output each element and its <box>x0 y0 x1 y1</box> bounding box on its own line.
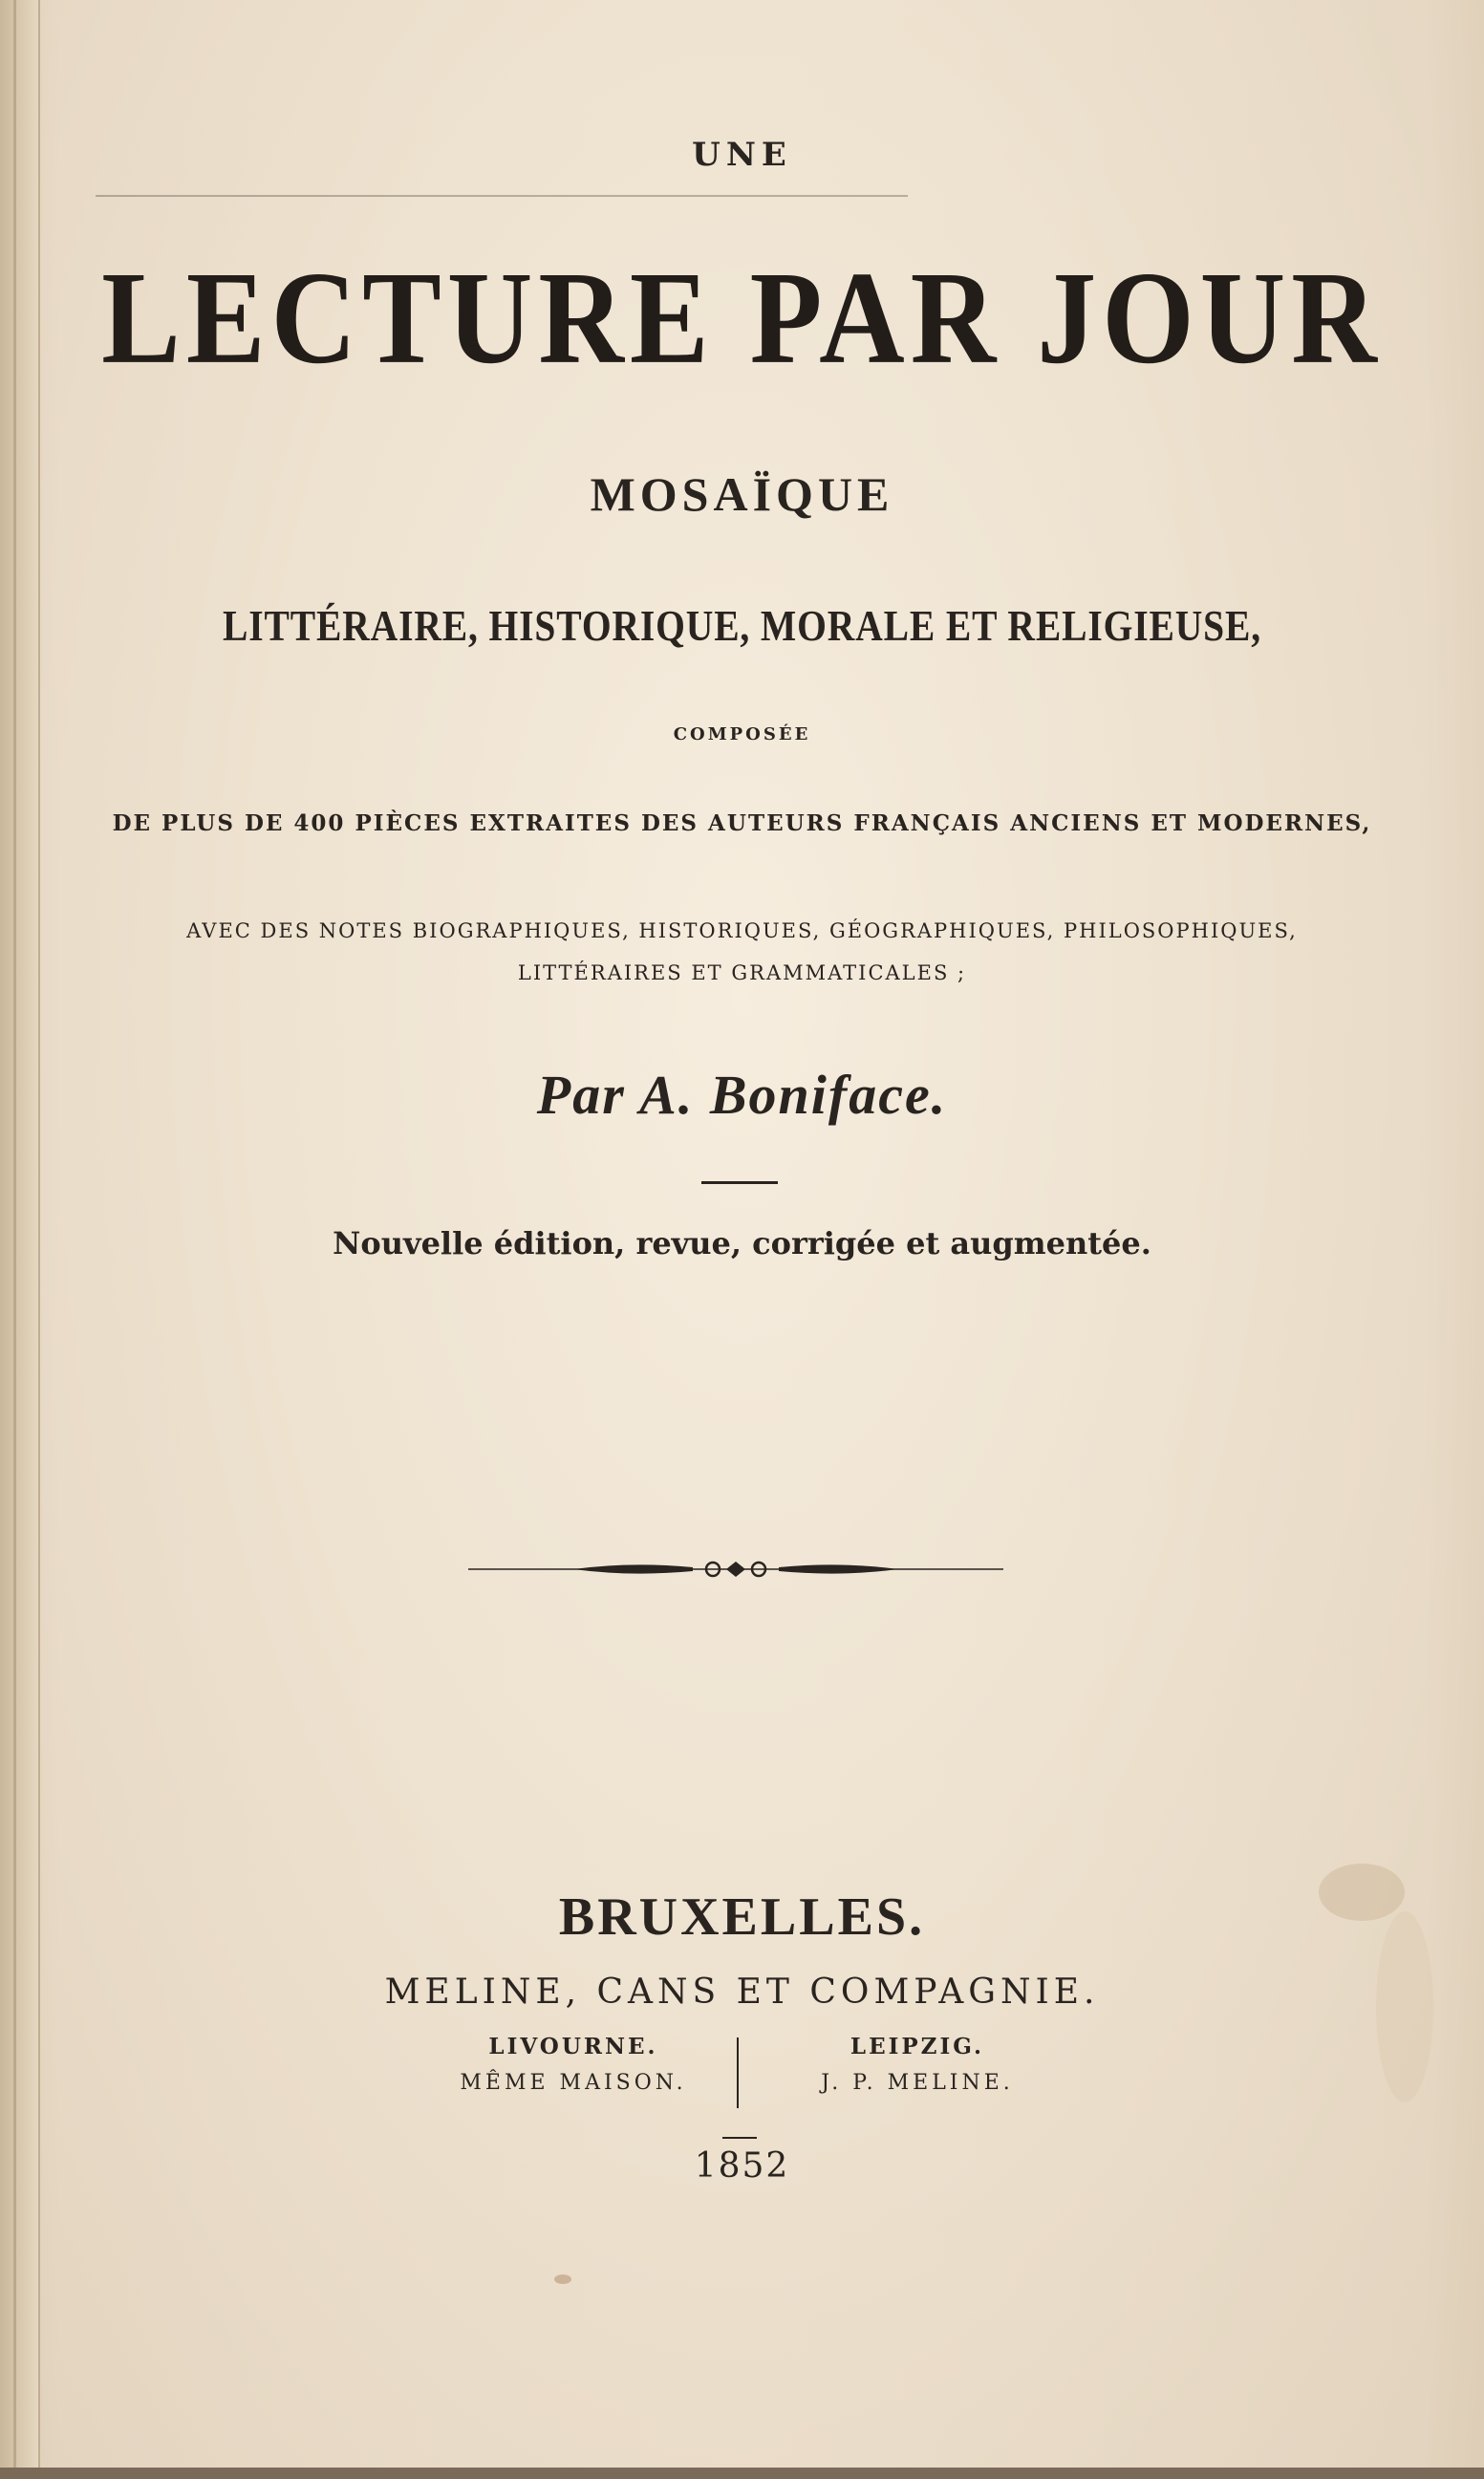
book-subtitle: MOSAÏQUE <box>590 467 894 521</box>
publication-year: 1852 <box>694 2146 790 2186</box>
composed-label: COMPOSÉE <box>673 724 811 744</box>
ornament-divider <box>468 1550 1003 1588</box>
imprint-city: BRUXELLES. <box>558 1887 926 1947</box>
author-line: Par A. Boniface. <box>536 1064 948 1126</box>
notes-line-2: LITTÉRAIRES ET GRAMMATICALES ; <box>517 961 967 984</box>
branch-right-house: J. P. MELINE. <box>821 2071 1014 2095</box>
branch-divider <box>737 2037 739 2108</box>
branch-locations <box>420 2034 1070 2139</box>
subject-line: LITTÉRAIRE, HISTORIQUE, MORALE ET RELIGIEUSE, <box>223 601 1261 650</box>
contents-line: DE PLUS DE 400 PIÈCES EXTRAITES DES AUTEURS FRANÇAIS ANCIENS ET MODERNES, <box>112 810 1372 836</box>
notes-line-1: AVEC DES NOTES BIOGRAPHIQUES, HISTORIQUES, GÉOGRAPHIQUES, PHILOSOPHIQUES, <box>186 919 1298 942</box>
edition-line: Nouvelle édition, revue, corrigée et augmentée. <box>333 1225 1151 1261</box>
page-bottom-edge <box>0 2468 1484 2479</box>
branch-left-city: LIVOURNE. <box>488 2034 658 2059</box>
branch-left-house: MÊME MAISON. <box>460 2071 687 2095</box>
branch-right-city: LEIPZIG. <box>850 2034 985 2059</box>
book-title: LECTURE PAR JOUR <box>101 244 1383 392</box>
author-rule <box>701 1181 778 1184</box>
branch-livourne <box>420 2034 726 2095</box>
branch-leipzig <box>764 2034 1070 2095</box>
imprint-publisher: MELINE, CANS ET COMPAGNIE. <box>384 1972 1100 2012</box>
year-rule <box>722 2137 757 2139</box>
top-rule <box>96 195 908 197</box>
title-article: UNE <box>692 136 792 174</box>
